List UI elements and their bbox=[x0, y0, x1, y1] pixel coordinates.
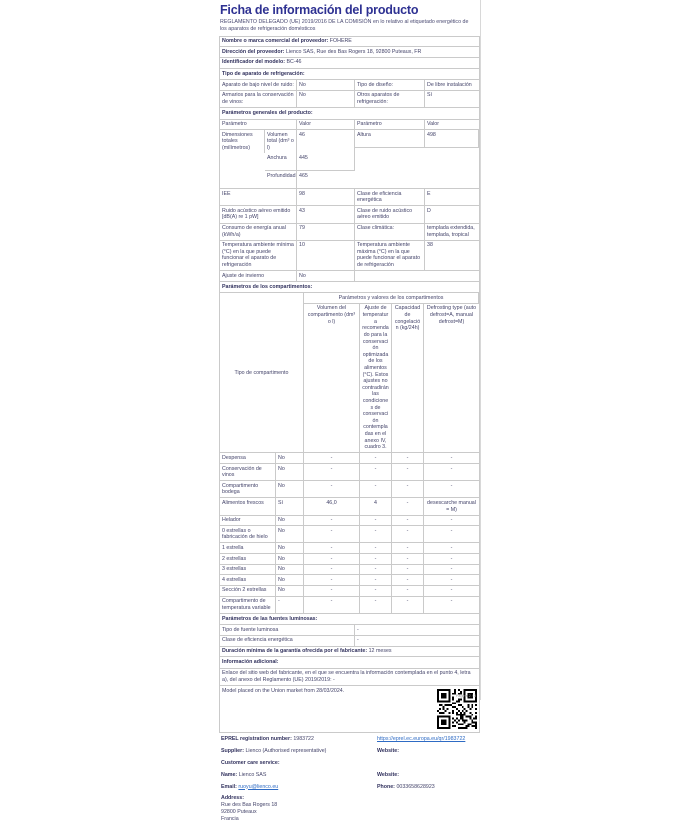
dimension-name: Altura bbox=[355, 130, 425, 148]
table-row bbox=[220, 271, 479, 282]
compartment-volume: - bbox=[304, 516, 360, 526]
warranty-value: 12 meses bbox=[368, 648, 392, 655]
cell-value: D bbox=[427, 207, 431, 214]
section-heading-row bbox=[220, 657, 479, 669]
compartments-span-header: Parámetros y valores de los compartimentos bbox=[304, 293, 479, 304]
compartment-name: Compartimento de temperatura variable bbox=[220, 597, 276, 613]
compartment-defrost: desescarche manual = M) bbox=[427, 499, 476, 513]
model-id-label: Identificador del modelo: bbox=[222, 59, 285, 66]
compartment-present: No bbox=[276, 554, 304, 564]
compartment-name: 2 estrellas bbox=[220, 554, 276, 564]
cell-label: Ruido acústico aéreo emitido [dB(A) re 1 pW] bbox=[220, 206, 297, 222]
section-heading-row bbox=[220, 282, 479, 294]
compartment-volume: - bbox=[304, 526, 360, 542]
address bbox=[221, 795, 377, 823]
supplier-value: Lienco (Authorised representative) bbox=[245, 747, 327, 754]
compartment-name: Alimentos frescos bbox=[220, 498, 276, 514]
compartment-capacity: - bbox=[392, 516, 424, 526]
compartment-temp: - bbox=[360, 597, 392, 613]
compartment-defrost: - bbox=[450, 465, 453, 472]
compartment-temp: - bbox=[360, 554, 392, 564]
compartment-name: Compartimento bodega bbox=[220, 481, 276, 497]
supplier-row bbox=[219, 748, 480, 755]
volume-value: 46 bbox=[297, 130, 355, 153]
eprel-label: EPREL registration number: bbox=[221, 736, 292, 743]
cell-label: IEE bbox=[220, 189, 297, 205]
compartment-name: Conservación de vinos bbox=[220, 464, 276, 480]
compartment-row bbox=[220, 453, 479, 464]
column-header: Parámetro bbox=[355, 120, 425, 130]
compartment-capacity: - bbox=[392, 565, 424, 575]
compartment-volume: - bbox=[304, 554, 360, 564]
cell-label: Aparato de bajo nivel de ruido: bbox=[220, 80, 297, 90]
cell-value: templada extendida, templada, tropical bbox=[427, 225, 475, 238]
customer-care-label: Customer care service: bbox=[221, 759, 280, 766]
provider-name-cell bbox=[220, 37, 479, 47]
section-heading-row bbox=[220, 69, 479, 81]
column-header: Volumen del compartimento (dm³ o l) bbox=[304, 304, 360, 452]
cell-label: Temperatura ambiente mínima (°C) en la que puede funcionar el aparato de refrigeración bbox=[220, 241, 297, 270]
warranty-row bbox=[220, 647, 479, 658]
name-row bbox=[219, 772, 480, 779]
compartment-name: 4 estrellas bbox=[220, 575, 276, 585]
table-row bbox=[220, 189, 479, 206]
column-header: Ajuste de temperatura recomendado para la conservación optimizada de los alimentos (°C). Estos ajustes no contradirán las condiciones de conservación contempladas en el anexo IV, cuadro 3. bbox=[360, 304, 392, 452]
type-section-heading: Tipo de aparato de refrigeración: bbox=[222, 70, 305, 77]
compartment-defrost: - bbox=[450, 454, 453, 461]
compartment-present: No bbox=[276, 516, 304, 526]
dimensions-row bbox=[220, 130, 479, 189]
compartment-row bbox=[220, 543, 479, 554]
cell-value: 98 bbox=[297, 189, 355, 205]
cell-label: Clase climática: bbox=[355, 224, 425, 240]
compartment-row bbox=[220, 554, 479, 565]
address-line: Francia bbox=[221, 816, 239, 823]
compartment-present: Sí bbox=[276, 498, 304, 514]
dimension-value: 498 bbox=[425, 130, 479, 148]
compartment-volume: - bbox=[304, 543, 360, 553]
supplier bbox=[221, 748, 377, 755]
column-header: Valor bbox=[427, 121, 439, 128]
compartment-capacity: - bbox=[392, 526, 424, 542]
address-row bbox=[219, 795, 480, 823]
fiche-table bbox=[219, 36, 480, 733]
cell-label: Armarios para la conservación de vinos: bbox=[220, 91, 297, 107]
table-row bbox=[220, 224, 479, 241]
table-row bbox=[220, 625, 479, 636]
compartment-defrost: - bbox=[450, 482, 453, 489]
compartment-name: Despensa bbox=[220, 453, 276, 463]
compartment-name: Helador bbox=[220, 516, 276, 526]
dimension-name: Anchura bbox=[265, 153, 297, 171]
provider-name-label: Nombre o marca comercial del proveedor: bbox=[222, 38, 329, 45]
regulation-subtitle: REGLAMENTO DELEGADO (UE) 2019/2016 DE LA COMISIÓN en lo relativo al etiquetado energético de los aparatos de refrigeración domésticos bbox=[220, 19, 469, 32]
email-phone-row bbox=[219, 784, 480, 791]
address-line: Rue des Bas Rogers 18 bbox=[221, 802, 278, 809]
cell-value: No bbox=[297, 271, 355, 281]
compartment-volume: - bbox=[304, 575, 360, 585]
compartment-volume: - bbox=[304, 565, 360, 575]
market-placement-text: Model placed on the Union market from 28/03/2024. bbox=[222, 688, 345, 695]
product-fiche-page bbox=[219, 0, 481, 823]
cell-value: Sí bbox=[427, 92, 433, 99]
compartment-defrost: - bbox=[450, 527, 453, 534]
column-header: Parámetro bbox=[220, 120, 297, 130]
table-row bbox=[220, 636, 479, 647]
compartment-temp: - bbox=[360, 565, 392, 575]
provider-row bbox=[220, 58, 479, 69]
compartment-present: No bbox=[276, 565, 304, 575]
compartment-present: No bbox=[276, 526, 304, 542]
table-row bbox=[220, 241, 479, 271]
compartment-row bbox=[220, 597, 479, 614]
website-label: Website: bbox=[377, 747, 399, 754]
cell-value: - bbox=[357, 637, 359, 644]
cell-value: No bbox=[297, 80, 355, 90]
compartment-defrost: - bbox=[450, 587, 453, 594]
eprel-footer-block bbox=[219, 736, 480, 823]
provider-address-value: Lienco SAS, Rue des Bas Rogers 18, 92800 Puteaux, FR bbox=[285, 48, 422, 55]
cell-label: Otros aparatos de refrigeración: bbox=[355, 91, 425, 107]
cell-value: No bbox=[297, 91, 355, 107]
compartment-capacity: - bbox=[392, 481, 424, 497]
address-label: Address: bbox=[221, 795, 244, 802]
compartment-defrost: - bbox=[450, 576, 453, 583]
compartment-type-header: Tipo de compartimento bbox=[220, 293, 304, 452]
eprel-value: 1983722 bbox=[293, 736, 314, 743]
page-number: Página 2 / 3 bbox=[455, 694, 476, 698]
compartment-temp: - bbox=[360, 516, 392, 526]
cell-label: Clase de ruido acústico aéreo emitido bbox=[355, 206, 425, 222]
warranty-label: Duración mínima de la garantía ofrecida por el fabricante: bbox=[222, 648, 368, 655]
cell-value: De libre instalación bbox=[427, 81, 472, 88]
cell-value: - bbox=[357, 626, 359, 633]
provider-name-value: FOHERE bbox=[329, 38, 352, 45]
compartment-temp: 4 bbox=[360, 498, 392, 514]
compartment-row bbox=[220, 481, 479, 498]
column-header: Defrosting type (auto defrost=A, manual defrost=M) bbox=[426, 305, 477, 325]
compartment-present: No bbox=[276, 464, 304, 480]
cell-label: Tipo de diseño: bbox=[355, 80, 425, 90]
dimension-name: Profundidad bbox=[265, 171, 297, 188]
phone-label: Phone: bbox=[377, 783, 395, 790]
eprel-row bbox=[219, 736, 480, 743]
compartment-defrost: - bbox=[450, 544, 453, 551]
compartment-row bbox=[220, 464, 479, 481]
compartment-temp: - bbox=[360, 586, 392, 596]
compartment-capacity: - bbox=[392, 453, 424, 463]
supplier-label: Supplier: bbox=[221, 747, 244, 754]
phone-value: 0033658628923 bbox=[396, 783, 435, 790]
provider-address-cell bbox=[220, 47, 479, 57]
cell-label: Tipo de fuente luminosa bbox=[220, 625, 355, 635]
compartment-present: No bbox=[276, 481, 304, 497]
address-line: 92800 Puteaux bbox=[221, 809, 257, 816]
compartment-name: 3 estrellas bbox=[220, 565, 276, 575]
cell-value: 79 bbox=[297, 224, 355, 240]
name-value: Lienco SAS bbox=[238, 771, 267, 778]
cell-value: 43 bbox=[297, 206, 355, 222]
compartment-capacity: - bbox=[392, 575, 424, 585]
contact-name bbox=[221, 772, 377, 779]
eprel-registration bbox=[221, 736, 377, 743]
compartment-name: 1 estrella bbox=[220, 543, 276, 553]
compartment-temp: - bbox=[360, 543, 392, 553]
cell-value: 10 bbox=[297, 241, 355, 270]
compartment-name: Sección 2 estrellas bbox=[220, 586, 276, 596]
provider-address-label: Dirección del proveedor: bbox=[222, 48, 285, 55]
compartment-capacity: - bbox=[392, 543, 424, 553]
section-heading-row bbox=[220, 614, 479, 626]
compartment-capacity: - bbox=[392, 597, 424, 613]
cell-label: Temperatura ambiente máxima (°C) en la que puede funcionar el aparato de refrigeración bbox=[355, 241, 425, 270]
dimension-value: 465 bbox=[299, 172, 308, 179]
compartment-volume: - bbox=[304, 597, 360, 613]
compartment-row bbox=[220, 498, 479, 515]
compartment-capacity: - bbox=[392, 464, 424, 480]
market-qr-cell bbox=[220, 686, 479, 732]
model-id-value: BC-46 bbox=[286, 59, 302, 66]
dimension-value: 445 bbox=[297, 153, 355, 171]
additional-info-heading: Información adicional: bbox=[222, 659, 279, 666]
email-link[interactable]: ruoyu@lienco.eu bbox=[238, 783, 279, 790]
column-header: Capacidad de congelación (kg/24h) bbox=[392, 304, 424, 452]
compartment-row bbox=[220, 526, 479, 543]
compartment-defrost: - bbox=[450, 566, 453, 573]
cell-label: Clase de eficiencia energética bbox=[355, 189, 425, 205]
contact-phone bbox=[377, 784, 478, 791]
compartment-temp: - bbox=[360, 526, 392, 542]
column-header-row bbox=[220, 120, 479, 131]
compartment-row bbox=[220, 516, 479, 527]
page-title: Ficha de información del producto bbox=[220, 3, 419, 17]
compartments-heading: Parámetros de los compartimentos: bbox=[222, 283, 313, 290]
customer-care-row bbox=[219, 760, 480, 767]
provider-row bbox=[220, 37, 479, 48]
warranty-cell bbox=[220, 647, 479, 657]
compartment-name: 0 estrellas o fabricación de hielo bbox=[220, 526, 276, 542]
eprel-qr-link[interactable]: https://eprel.ec.europa.eu/qr/1983722 bbox=[377, 736, 466, 743]
email-label: Email: bbox=[221, 783, 237, 790]
table-row bbox=[220, 206, 479, 223]
dimensions-label: Dimensiones totales (milímetros) bbox=[220, 130, 265, 153]
compartment-volume: - bbox=[304, 453, 360, 463]
light-sources-heading: Parámetros de las fuentes luminosas: bbox=[222, 615, 318, 622]
name-label: Name: bbox=[221, 771, 238, 778]
manufacturer-link-text: Enlace del sitio web del fabricante, en el que se encuentra la información contemplada en el punto 4, letra a), del anexo del Reglamento (UE) 2019/2019: - bbox=[222, 670, 471, 683]
volume-label: Volumen total (dm³ o l) bbox=[265, 130, 297, 153]
compartment-defrost: - bbox=[450, 517, 453, 524]
cell-empty bbox=[355, 271, 479, 281]
compartment-capacity: - bbox=[392, 498, 424, 514]
market-qr-row bbox=[220, 686, 479, 732]
compartment-volume: - bbox=[304, 481, 360, 497]
compartment-present: No bbox=[276, 543, 304, 553]
section-heading-row bbox=[220, 108, 479, 120]
compartment-present: No bbox=[276, 575, 304, 585]
compartment-defrost: - bbox=[450, 598, 453, 605]
compartment-row bbox=[220, 586, 479, 597]
website-label: Website: bbox=[377, 771, 399, 778]
compartment-present: No bbox=[276, 586, 304, 596]
cell-label: Consumo de energía anual (kWh/a) bbox=[220, 224, 297, 240]
compartment-temp: - bbox=[360, 575, 392, 585]
model-id-cell bbox=[220, 58, 479, 68]
compartment-volume: 46,0 bbox=[304, 498, 360, 514]
compartment-row bbox=[220, 565, 479, 576]
cell-value: E bbox=[427, 190, 431, 197]
cell-label: Clase de eficiencia energética bbox=[220, 636, 355, 646]
compartment-present: No bbox=[276, 453, 304, 463]
compartment-row bbox=[220, 575, 479, 586]
compartment-volume: - bbox=[304, 464, 360, 480]
cell-value: 38 bbox=[427, 242, 433, 249]
general-params-heading: Parámetros generales del producto: bbox=[222, 110, 313, 117]
provider-row bbox=[220, 47, 479, 58]
compartment-present: - bbox=[276, 597, 304, 613]
column-header: Valor bbox=[297, 120, 355, 130]
compartment-volume: - bbox=[304, 586, 360, 596]
compartment-temp: - bbox=[360, 464, 392, 480]
manufacturer-link-row bbox=[220, 669, 479, 686]
compartment-temp: - bbox=[360, 481, 392, 497]
table-row bbox=[220, 91, 479, 108]
compartments-header-row bbox=[220, 293, 479, 453]
compartment-capacity: - bbox=[392, 554, 424, 564]
cell-label: Ajuste de invierno bbox=[220, 271, 297, 281]
compartment-capacity: - bbox=[392, 586, 424, 596]
compartment-temp: - bbox=[360, 453, 392, 463]
table-row bbox=[220, 80, 479, 91]
contact-email bbox=[221, 784, 377, 791]
compartment-defrost: - bbox=[450, 555, 453, 562]
